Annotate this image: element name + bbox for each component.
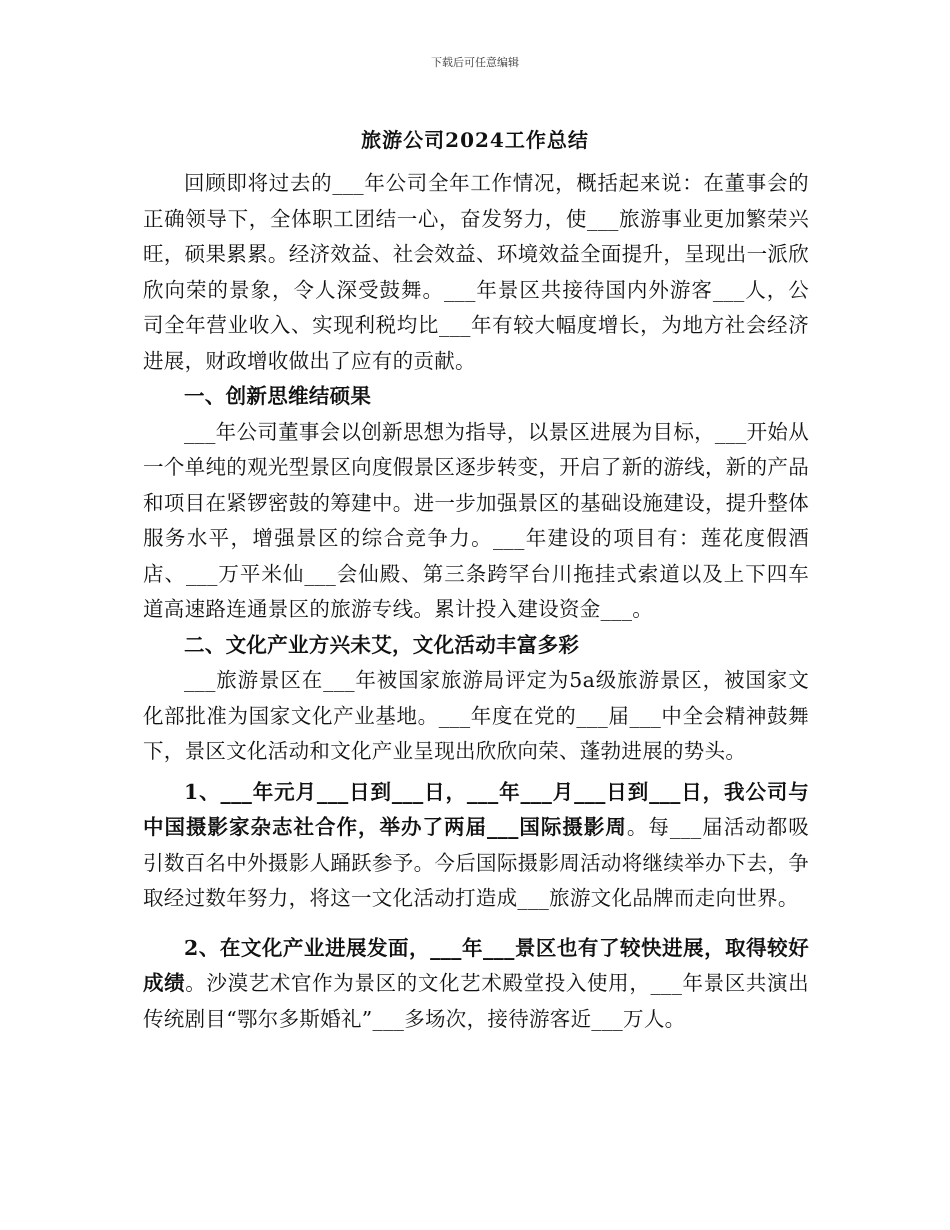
section-2-heading: 二、文化产业方兴未艾，文化活动丰富多彩: [184, 632, 580, 657]
section-2-paragraph: ___旅游景区在___年被国家旅游局评定为5a级旅游景区，被国家文化部批准为国家文化产业基地。___年度在党的___届___中全会精神鼓舞下，景区文化活动和文化产业呈现出欣欣向荣、蓬勃进展的势头。: [143, 668, 809, 763]
page-title: 旅游公司2024工作总结: [361, 128, 589, 152]
list-item-1-lead: 1、___年元月___日到___日，___年___月___日到___日，我公司与中国摄影家杂志社合作，举办了两届___国际摄影周: [143, 779, 809, 839]
section-1-heading: 一、创新思维结硕果: [184, 384, 372, 408]
document-body: [143, 166, 809, 1041]
header-note: 下载后可任意编辑: [431, 56, 519, 69]
list-item-2-text: 。沙漠艺术官作为景区的文化艺术殿堂投入使用，___年景区共演出传统剧目“鄂尔多斯婚礼”___多场次，接待游客近___万人。: [143, 971, 809, 1031]
list-item-1: [143, 775, 809, 917]
list-item-2-lead: 2、在文化产业进展发面，___年___景区也有了较快进展，取得较好成绩: [143, 935, 809, 995]
intro-paragraph: 回顾即将过去的___年公司全年工作情况，概括起来说：在董事会的正确领导下，全体职工团结一心，奋发努力，使___旅游事业更加繁荣兴旺，硕果累累。经济效益、社会效益、环境效益全面提升，呈现出一派欣欣向荣的景象，令人深受鼓舞。___年景区共接待国内外游客___人，公司全年营业收入、实现利税均比___年有较大幅度增长，为地方社会经济进展，财政增收做出了应有的贡献。: [143, 171, 809, 373]
list-item-1-text: 。每___届活动都吸引数百名中外摄影人踊跃参予。今后国际摄影周活动将继续举办下去，争取经过数年努力，将这一文化活动打造成___旅游文化品牌而走向世界。: [143, 815, 810, 910]
list-item-2: [143, 931, 809, 1038]
section-1-paragraph: ___年公司董事会以创新思想为指导，以景区进展为目标，___开始从一个单纯的观光型景区向度假景区逐步转变，开启了新的游线，新的产品和项目在紧锣密鼓的筹建中。进一步加强景区的基础设施建设，提升整体服务水平，增强景区的综合竞争力。___年建设的项目有：莲花度假酒店、___万平米仙___会仙殿、第三条跨罕台川拖挂式索道以及上下四车道高速路连通景区的旅游专线。累计投入建设资金___。: [143, 419, 809, 621]
